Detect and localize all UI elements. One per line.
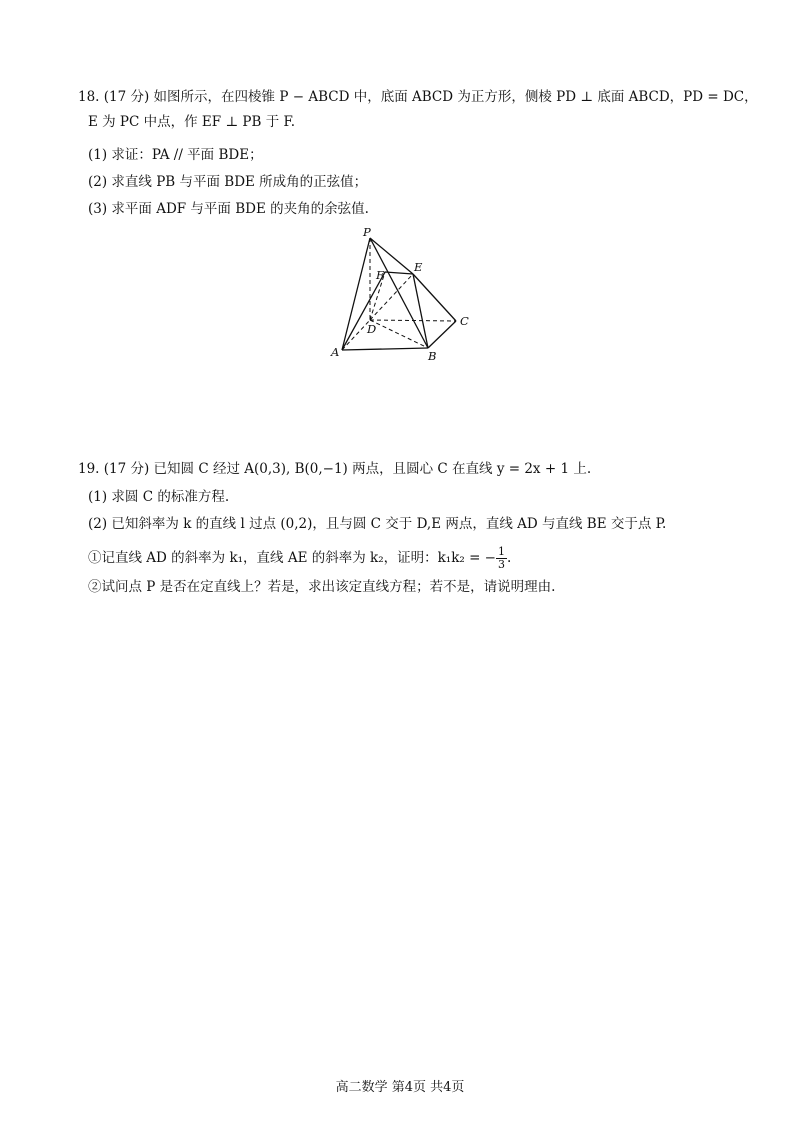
q19-claim-1-text: ①记直线 AD 的斜率为 k₁，直线 AE 的斜率为 k₂，证明：k₁k₂ = − bbox=[88, 550, 496, 566]
label-A: A bbox=[331, 345, 340, 359]
label-C: C bbox=[460, 314, 469, 328]
q19-claim-1 bbox=[88, 546, 511, 571]
edge-BC bbox=[428, 321, 456, 348]
q18-subquestion-3: (3) 求平面 ADF 与平面 BDE 的夹角的余弦值. bbox=[88, 201, 369, 217]
edge-PA bbox=[342, 238, 370, 350]
pyramid-figure bbox=[320, 222, 480, 372]
q18-stem-line1: 18. (17 分) 如图所示，在四棱锥 P − ABCD 中，底面 ABCD 为正方形，侧棱 PD ⊥ 底面 ABCD，PD = DC， bbox=[78, 89, 758, 105]
fraction-one-third bbox=[496, 546, 507, 571]
edge-AF bbox=[342, 272, 385, 350]
q18-subquestion-1: (1) 求证：PA // 平面 BDE； bbox=[88, 147, 263, 163]
label-E: E bbox=[414, 260, 423, 274]
q19-claim-2: ②试问点 P 是否在定直线上？若是，求出该定直线方程；若不是，请说明理由. bbox=[88, 579, 556, 595]
label-F: F bbox=[376, 268, 384, 282]
edge-DB bbox=[370, 320, 428, 348]
q19-stem: 19. (17 分) 已知圆 C 经过 A(0,3), B(0,−1) 两点，且圆心 C 在直线 y = 2x + 1 上. bbox=[78, 461, 592, 477]
edge-AB bbox=[342, 348, 428, 350]
label-P: P bbox=[363, 225, 371, 239]
label-B: B bbox=[428, 349, 437, 363]
q18-subquestion-2: (2) 求直线 PB 与平面 BDE 所成角的正弦值； bbox=[88, 174, 368, 190]
q19-subquestion-2: (2) 已知斜率为 k 的直线 l 过点 (0,2)，且与圆 C 交于 D,E 两点，直线 AD 与直线 BE 交于点 P. bbox=[88, 516, 667, 532]
page-footer: 高二数学 第4页 共4页 bbox=[335, 1080, 465, 1095]
edge-EC bbox=[413, 274, 456, 321]
fraction-numerator: 1 bbox=[498, 545, 505, 558]
fraction-denominator: 3 bbox=[498, 558, 505, 571]
edge-EB bbox=[413, 274, 428, 348]
edge-DC bbox=[370, 320, 456, 321]
q18-stem-line2: E 为 PC 中点，作 EF ⊥ PB 于 F. bbox=[88, 114, 296, 130]
label-D: D bbox=[367, 322, 377, 336]
q19-claim-1-end: . bbox=[507, 550, 512, 566]
q19-subquestion-1: (1) 求圆 C 的标准方程. bbox=[88, 489, 230, 505]
